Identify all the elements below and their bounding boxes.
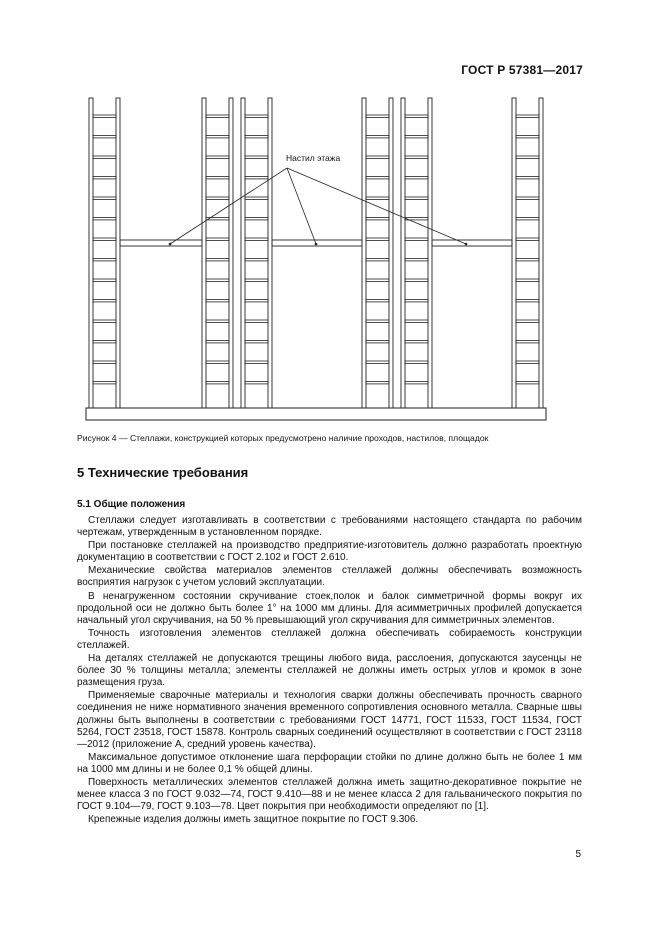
- rack-rung: [245, 382, 268, 384]
- rack-rung: [405, 259, 428, 261]
- rack-rung: [245, 197, 268, 199]
- rack-rung: [366, 177, 389, 179]
- rack-rung: [245, 300, 268, 302]
- paragraph: В ненагруженном состоянии скручивание стоек,полок и балок симметричной формы вокруг их продольной оси не должно быть более 1° на 1000 мм длины. Для асимметричных профилей допускается начальный угол скручивания, на 50 % превышающий угол скручивания для симметричных элементов.: [77, 590, 582, 626]
- rack-rung: [516, 361, 539, 363]
- paragraph: Механические свойства материалов элементов стеллажей должны обеспечивать возможность восприятия нагрузок с учетом условий эксплуатации.: [77, 565, 582, 589]
- rack-rung: [405, 177, 428, 179]
- rack-rung: [206, 136, 229, 138]
- leader-dot: [315, 243, 318, 246]
- rack-rung: [245, 115, 268, 117]
- rack-post: [512, 98, 516, 408]
- rack-rung: [366, 136, 389, 138]
- rack-post: [428, 98, 432, 408]
- rack-rung: [245, 341, 268, 343]
- rack-post: [116, 98, 120, 408]
- paragraph: Максимальное допустимое отклонение шага перфорации стойки по длине должно быть не более 1 мм на 1000 мм длины и не более 0,1 % общей длины.: [77, 751, 582, 775]
- rack-rung: [245, 361, 268, 363]
- rack-rung: [405, 156, 428, 158]
- rack-rung: [366, 259, 389, 261]
- rack-post: [241, 98, 245, 408]
- leader-dot: [465, 243, 468, 246]
- figure-caption: Рисунок 4 — Стеллажи, конструкцией которых предусмотрено наличие проходов, настилов, площадок: [77, 433, 489, 443]
- rack-rung: [93, 136, 116, 138]
- rack-rung: [93, 156, 116, 158]
- section-title: 5 Технические требования: [77, 465, 249, 480]
- rack-rung: [93, 259, 116, 261]
- rack-rung: [405, 136, 428, 138]
- rack-rung: [245, 320, 268, 322]
- document-code: ГОСТ Р 57381—2017: [461, 63, 583, 77]
- rack-rung: [206, 361, 229, 363]
- paragraph: Точность изготовления элементов стеллажей должна обеспечивать собираемость конструкции стеллажей.: [77, 627, 582, 651]
- rack-rung: [516, 197, 539, 199]
- paragraph: На деталях стеллажей не допускаются трещины любого вида, расслоения, допускаются заусенцы не более 30 % толщины металла; элементы стеллажей не должны иметь острых углов и кромок в зоне размещения груза.: [77, 653, 582, 689]
- rack-rung: [366, 197, 389, 199]
- rack-rung: [93, 382, 116, 384]
- rack-rung: [405, 279, 428, 281]
- deck-label: Настил этажа: [286, 153, 341, 163]
- rack-rung: [93, 320, 116, 322]
- rack-post: [89, 98, 93, 408]
- rack-rung: [245, 238, 268, 240]
- paragraph: При постановке стеллажей на производство предприятие-изготовитель должно разработать проектную документацию в соответствии с ГОСТ 2.102 и ГОСТ 2.610.: [77, 540, 582, 564]
- rack-rung: [366, 382, 389, 384]
- rack-rung: [206, 238, 229, 240]
- rack-rung: [516, 300, 539, 302]
- rack-rung: [516, 341, 539, 343]
- rack-rung: [516, 115, 539, 117]
- rack-rung: [516, 156, 539, 158]
- paragraph: Крепежные изделия должны иметь защитное покрытие по ГОСТ 9.306.: [88, 814, 419, 826]
- rack-rung: [206, 341, 229, 343]
- leader-dot: [169, 243, 172, 246]
- rack-rung: [206, 197, 229, 199]
- leader-line: [170, 168, 287, 244]
- rack-rung: [93, 197, 116, 199]
- rack-rung: [93, 218, 116, 220]
- rack-rung: [516, 238, 539, 240]
- rack-rung: [245, 218, 268, 220]
- rack-rung: [366, 218, 389, 220]
- rack-rung: [516, 177, 539, 179]
- rack-rung: [206, 279, 229, 281]
- leader-line: [287, 168, 316, 244]
- label-leader-lines: [169, 168, 468, 245]
- rack-rung: [206, 320, 229, 322]
- rack-rung: [366, 279, 389, 281]
- rack-rung: [245, 177, 268, 179]
- rack-rung: [93, 115, 116, 117]
- floor-deck: [432, 240, 512, 246]
- rack-rung: [366, 300, 389, 302]
- rack-rung: [93, 341, 116, 343]
- rack-rung: [366, 320, 389, 322]
- rack-rung: [516, 320, 539, 322]
- rack-rung: [405, 197, 428, 199]
- rack-post: [268, 98, 272, 408]
- rack-rung: [366, 341, 389, 343]
- floor-deck: [120, 240, 202, 246]
- rack-rung: [366, 238, 389, 240]
- rack-post: [362, 98, 366, 408]
- rack-rung: [405, 115, 428, 117]
- leader-line: [287, 168, 466, 244]
- rack-rung: [206, 300, 229, 302]
- rack-rung: [516, 382, 539, 384]
- paragraph: Применяемые сварочные материалы и технология сварки должны обеспечивать прочность сварного соединения не ниже нормативного значения временного сопротивления основного металла. Сварные швы должны быть выполнены в соответствии с требованиями ГОСТ 14771, ГОСТ 11533, ГОСТ 11534, ГОСТ 5264, ГОСТ 23518, ГОСТ 15878. Контроль сварных соединений осуществляют в соответствии с ГОСТ 23118—2012 (приложение А, средний уровень качества).: [77, 690, 582, 750]
- rack-rung: [93, 238, 116, 240]
- rack-post: [229, 98, 233, 408]
- body-text: [77, 515, 582, 827]
- rack-rung: [366, 115, 389, 117]
- rack-rung: [366, 361, 389, 363]
- rack-rung: [206, 177, 229, 179]
- rack-rung: [245, 279, 268, 281]
- page-number: 5: [575, 849, 581, 860]
- rack-rung: [405, 300, 428, 302]
- rack-rung: [516, 259, 539, 261]
- rack-frames: [89, 98, 543, 408]
- rack-rung: [245, 156, 268, 158]
- rack-post: [401, 98, 405, 408]
- rack-post: [389, 98, 393, 408]
- rack-rung: [245, 259, 268, 261]
- racks-drawing: [80, 92, 550, 422]
- rack-rung: [366, 156, 389, 158]
- rack-post: [202, 98, 206, 408]
- paragraph: Поверхность металлических элементов стеллажей должна иметь защитно-декоративное покрытие не менее класса 3 по ГОСТ 9.032—74, ГОСТ 9.410—88 и не менее класса 2 для гальванического покрытия по ГОСТ 9.104—79, ГОСТ 9.103—78. Цвет покрытия при необходимости определяют по [1].: [77, 776, 582, 813]
- subsection-title: 5.1 Общие положения: [77, 499, 186, 510]
- rack-rung: [93, 300, 116, 302]
- rack-rung: [405, 320, 428, 322]
- rack-post: [539, 98, 543, 408]
- rack-rung: [516, 136, 539, 138]
- rack-rung: [206, 382, 229, 384]
- rack-rung: [405, 361, 428, 363]
- rack-rung: [405, 341, 428, 343]
- figure-racks-drawing: [80, 92, 550, 422]
- rack-rung: [93, 361, 116, 363]
- base-plinth: [86, 408, 546, 420]
- rack-rung: [206, 259, 229, 261]
- rack-rung: [93, 177, 116, 179]
- paragraph: Стеллажи следует изготавливать в соответствии с требованиями настоящего стандарта по рабочим чертежам, утвержденным в установленном порядке.: [77, 515, 582, 539]
- rack-rung: [206, 156, 229, 158]
- rack-rung: [245, 136, 268, 138]
- rack-rung: [405, 382, 428, 384]
- rack-rung: [516, 279, 539, 281]
- floor-deck: [272, 240, 362, 246]
- rack-rung: [516, 218, 539, 220]
- rack-rung: [93, 279, 116, 281]
- rack-rung: [206, 115, 229, 117]
- rack-rung: [405, 238, 428, 240]
